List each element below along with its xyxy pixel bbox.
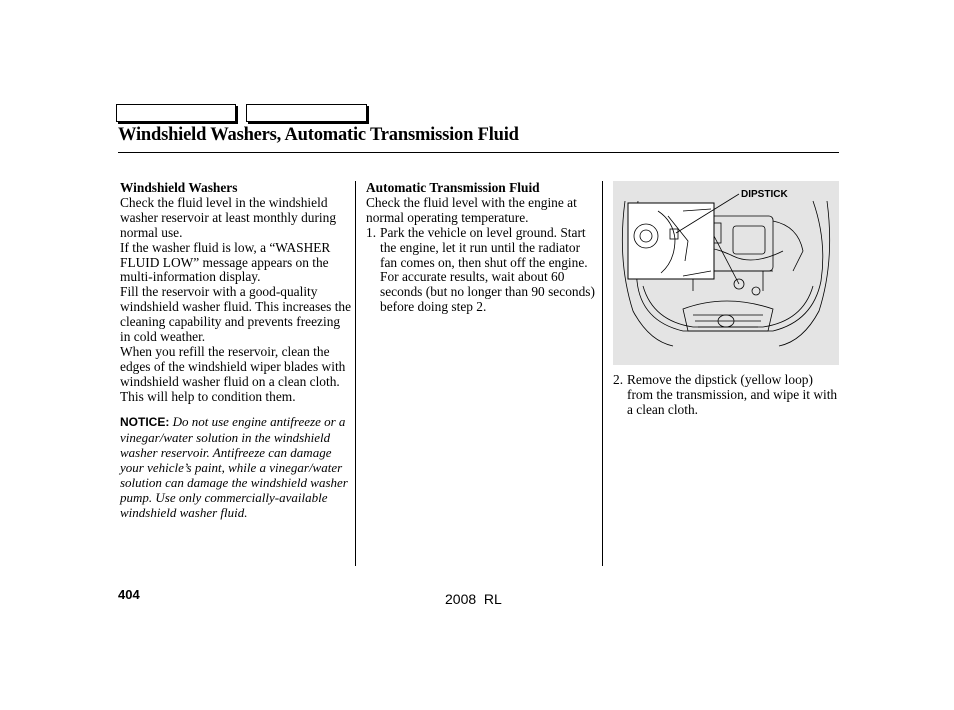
step-item <box>366 226 596 315</box>
column-divider <box>602 181 603 566</box>
transmission-fluid-section <box>366 181 596 315</box>
nav-tab-1[interactable] <box>116 104 236 122</box>
paragraph: Fill the reservoir with a good-quality windshield washer fluid. This increases the cleaning capability and prevents freezing in cold weather. <box>120 284 352 345</box>
step-number: 1. <box>366 224 377 240</box>
step-item <box>613 373 839 418</box>
step-text: Remove the dipstick (yellow loop) from the transmission, and wipe it with a clean cloth. <box>627 372 838 417</box>
step-number: 2. <box>613 372 624 387</box>
column-divider <box>355 181 356 566</box>
engine-drawing <box>613 181 839 365</box>
title-divider <box>118 152 839 153</box>
dipstick-label: DIPSTICK <box>741 189 788 200</box>
engine-bay-illustration <box>613 181 839 365</box>
page-title: Windshield Washers, Automatic Transmission Fluid <box>118 125 519 145</box>
section-heading: Automatic Transmission Fluid <box>366 180 540 195</box>
paragraph: If the washer fluid is low, a “WASHER FLUID LOW” message appears on the multi-information display. <box>120 239 331 285</box>
footer-model: 2008 RL <box>445 591 502 607</box>
section-heading: Windshield Washers <box>120 180 238 195</box>
notice-text: Do not use engine antifreeze or a vinegar/water solution in the windshield washer reservoir. Antifreeze can damage your vehicle’s paint, while a vinegar/water solution can damage the windshield washer pump. Use only commercially-available windshield washer fluid. <box>120 413 348 520</box>
page-number: 404 <box>118 587 140 602</box>
paragraph: When you refill the reservoir, clean the edges of the windshield wiper blades with windshield washer fluid on a clean cloth. This will help to condition them. <box>120 343 346 404</box>
step-text: Park the vehicle on level ground. Start the engine, let it run until the radiator fan comes on, then shut off the engine. For accurate results, wait about 60 seconds (but no longer than 90 seconds) before doing step 2. <box>380 224 595 315</box>
paragraph: Check the fluid level in the windshield washer reservoir at least monthly during normal use. <box>120 194 337 240</box>
notice-label: NOTICE: <box>120 414 170 429</box>
windshield-washers-section <box>120 181 352 520</box>
notice-block <box>120 414 352 520</box>
paragraph: Check the fluid level with the engine at normal operating temperature. <box>366 194 577 225</box>
nav-tab-2[interactable] <box>246 104 367 122</box>
step-two-section <box>613 373 839 418</box>
